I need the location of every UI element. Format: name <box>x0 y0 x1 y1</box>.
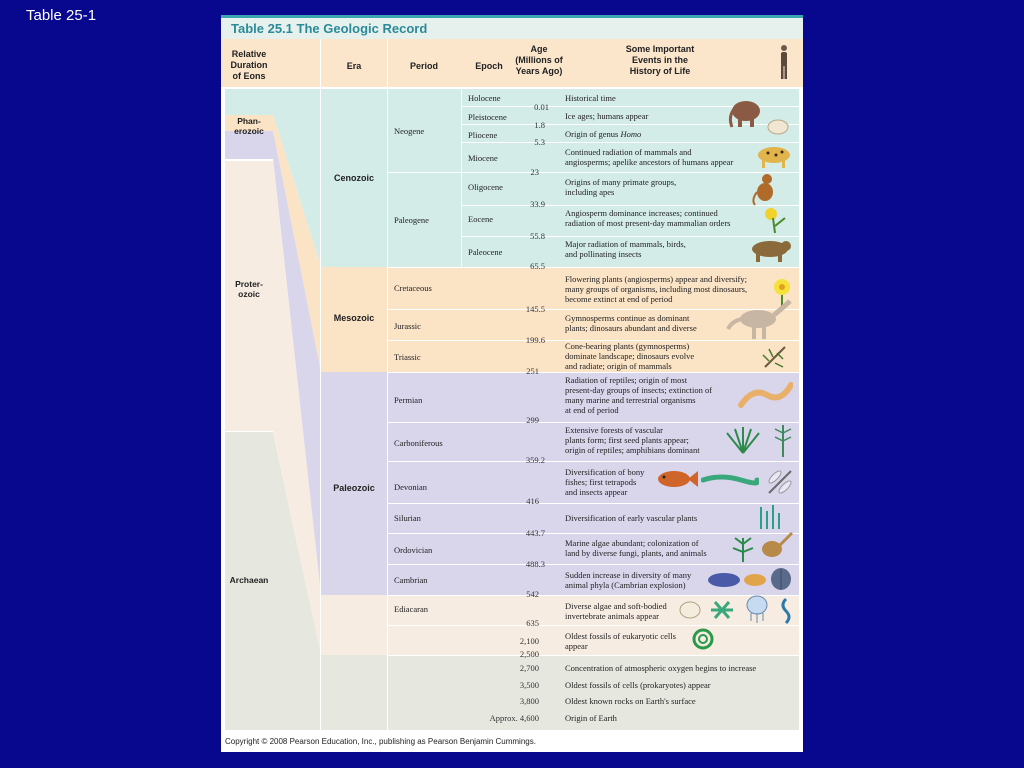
copyright-notice: Copyright © 2008 Pearson Education, Inc., publishing as Pearson Benjamin Cummings. <box>225 737 536 746</box>
event-miocene: Continued radiation of mammals and angiosperms; apelike ancestors of humans appear <box>565 147 734 167</box>
epoch-holocene: Holocene <box>468 93 501 103</box>
bony-fish-icon <box>656 467 698 491</box>
header-events: Some Important Events in the History of Life <box>625 44 695 76</box>
horsetail-plant-icon <box>771 423 795 457</box>
era-band-proterozoic <box>321 595 387 655</box>
period-ordovician: Ordovician <box>394 545 433 555</box>
event-cretaceous: Flowering plants (angiosperms) appear and diversify; many groups of organisms, including most dinosaurs, become extinct at end of period <box>565 274 748 304</box>
era-label-cenozoic: Cenozoic <box>333 173 374 183</box>
era-band-archaean <box>321 655 387 730</box>
event-3800: Oldest known rocks on Earth's surface <box>565 696 696 706</box>
age-23: 23 <box>530 167 539 177</box>
table-header-row <box>221 39 803 87</box>
vascular-plant-icon <box>755 503 783 531</box>
period-silurian: Silurian <box>394 513 421 523</box>
mammoth-icon <box>726 97 762 131</box>
age-5-3: 5.3 <box>534 137 545 147</box>
epoch-oligocene: Oligocene <box>468 182 503 192</box>
age-2700: 2,700 <box>519 663 539 673</box>
header-period: Period <box>409 61 438 71</box>
eon-band-phanerozoic-cenozoic <box>225 89 273 115</box>
age-359-2: 359.2 <box>525 455 545 465</box>
age-199-6: 199.6 <box>525 335 545 345</box>
event-2100: Oldest fossils of eukaryotic cells appear <box>565 631 676 651</box>
conifer-cone-icon <box>761 343 789 371</box>
event-ordovician: Marine algae abundant; colonization of land by diverse fungi, plants, and animals <box>565 538 707 558</box>
fern-plant-icon <box>721 425 765 455</box>
period-cambrian: Cambrian <box>394 575 428 585</box>
age-1-8: 1.8 <box>534 120 545 130</box>
slide-title: Table 25-1 <box>26 7 97 24</box>
age-4600: Approx. 4,600 <box>489 713 539 723</box>
era-label-paleozoic: Paleozoic <box>333 483 375 493</box>
event-pliocene: Origin of genus Homo <box>565 129 642 139</box>
event-triassic: Cone-bearing plants (gymnosperms) dominate landscape; dinosaurs evolve and radiate; origin of mammals <box>565 341 695 371</box>
period-neogene: Neogene <box>394 126 425 136</box>
header-era: Era <box>346 61 362 71</box>
table-number: Table 25.1 <box>231 21 293 36</box>
event-pleistocene: Ice ages; humans appear <box>565 111 649 121</box>
dinosaur-icon <box>726 295 796 341</box>
event-devonian: Diversification of bony fishes; first tetrapods and insects appear <box>565 467 645 497</box>
bear-mammal-icon <box>746 237 794 263</box>
tetrapod-icon <box>701 472 759 488</box>
event-jurassic: Gymnosperms continue as dominant plants; dinosaurs abundant and diverse <box>565 313 697 333</box>
event-oligocene: Origins of many primate groups, including apes <box>565 177 677 197</box>
geologic-record-table <box>221 15 803 752</box>
age-542: 542 <box>526 589 539 599</box>
trilobite-icon <box>769 567 793 591</box>
anomalocaris-icon <box>706 569 742 591</box>
event-ediacaran: Diverse algae and soft-bodied invertebrate animals appear <box>565 601 667 621</box>
age-488-3: 488.3 <box>525 559 545 569</box>
eukaryote-cell-icon <box>691 627 715 651</box>
age-145-5: 145.5 <box>525 304 545 314</box>
age-416: 416 <box>526 496 539 506</box>
period-triassic: Triassic <box>394 352 421 362</box>
human-figure-icon <box>778 44 790 80</box>
age-0-01: 0.01 <box>534 102 549 112</box>
event-2700: Concentration of atmospheric oxygen begins to increase <box>565 663 757 673</box>
period-paleogene: Paleogene <box>394 215 429 225</box>
age-3500: 3,500 <box>519 680 539 690</box>
table-name: The Geologic Record <box>296 21 428 36</box>
skull-icon <box>766 119 790 135</box>
leopard-icon <box>754 143 794 169</box>
epoch-paleocene: Paleocene <box>468 247 503 257</box>
soft-bodied-animal-icon <box>709 600 735 620</box>
epoch-pleistocene: Pleistocene <box>468 112 507 122</box>
epoch-miocene: Miocene <box>468 153 498 163</box>
event-cambrian: Sudden increase in diversity of many animal phyla (Cambrian explosion) <box>565 570 692 590</box>
event-silurian: Diversification of early vascular plants <box>565 513 698 523</box>
age-635: 635 <box>526 618 539 628</box>
cephalopod-icon <box>758 531 794 561</box>
period-cretaceous: Cretaceous <box>394 283 432 293</box>
worm-icon <box>778 597 794 625</box>
cambrian-arthropod-icon <box>743 571 767 589</box>
event-paleocene: Major radiation of mammals, birds, and pollinating insects <box>565 239 686 259</box>
monkey-icon <box>751 172 779 206</box>
event-3500: Oldest fossils of cells (prokaryotes) appear <box>565 680 711 690</box>
age-55-8: 55.8 <box>530 231 545 241</box>
event-4600: Origin of Earth <box>565 713 617 723</box>
age-251: 251 <box>526 366 539 376</box>
event-carboniferous: Extensive forests of vascular plants form; first seed plants appear; origin of reptiles; amphibians dominant <box>565 425 700 455</box>
age-33-9: 33.9 <box>530 199 545 209</box>
eon-label-phanerozoic: Phan- erozoic <box>234 116 264 136</box>
event-holocene: Historical time <box>565 93 616 103</box>
dragonfly-insect-icon <box>763 465 797 499</box>
flower-icon <box>759 204 789 234</box>
age-65-5: 65.5 <box>530 261 545 271</box>
reptile-icon <box>737 379 793 411</box>
algae-fungi-icon <box>731 534 755 562</box>
jellyfish-icon <box>745 595 769 623</box>
era-label-mesozoic: Mesozoic <box>333 313 375 323</box>
period-permian: Permian <box>394 395 423 405</box>
epoch-pliocene: Pliocene <box>468 130 498 140</box>
age-2500: 2,500 <box>519 649 539 659</box>
fossil-disc-icon <box>679 601 701 619</box>
header-epoch: Epoch <box>475 61 503 71</box>
epoch-eocene: Eocene <box>468 214 494 224</box>
table-title-bar <box>221 15 803 39</box>
period-devonian: Devonian <box>394 482 428 492</box>
age-299: 299 <box>526 415 539 425</box>
header-eons: Relative Duration of Eons <box>230 49 268 81</box>
period-ediacaran: Ediacaran <box>394 604 428 614</box>
eon-label-proterozoic: Proter- ozoic <box>235 279 263 299</box>
header-age: Age (Millions of Years Ago) <box>515 44 563 76</box>
period-jurassic: Jurassic <box>394 321 421 331</box>
event-eocene: Angiosperm dominance increases; continued radiation of most present-day mammalian orders <box>565 208 731 228</box>
eon-era-connector <box>273 89 321 731</box>
age-2100: 2,100 <box>519 636 539 646</box>
age-443-7: 443.7 <box>525 528 545 538</box>
period-carboniferous: Carboniferous <box>394 438 443 448</box>
eon-label-archaean: Archaean <box>229 575 269 585</box>
age-3800: 3,800 <box>519 696 539 706</box>
event-permian: Radiation of reptiles; origin of most present-day groups of insects; extinction of many marine and terrestrial organisms at end of period <box>565 375 713 415</box>
